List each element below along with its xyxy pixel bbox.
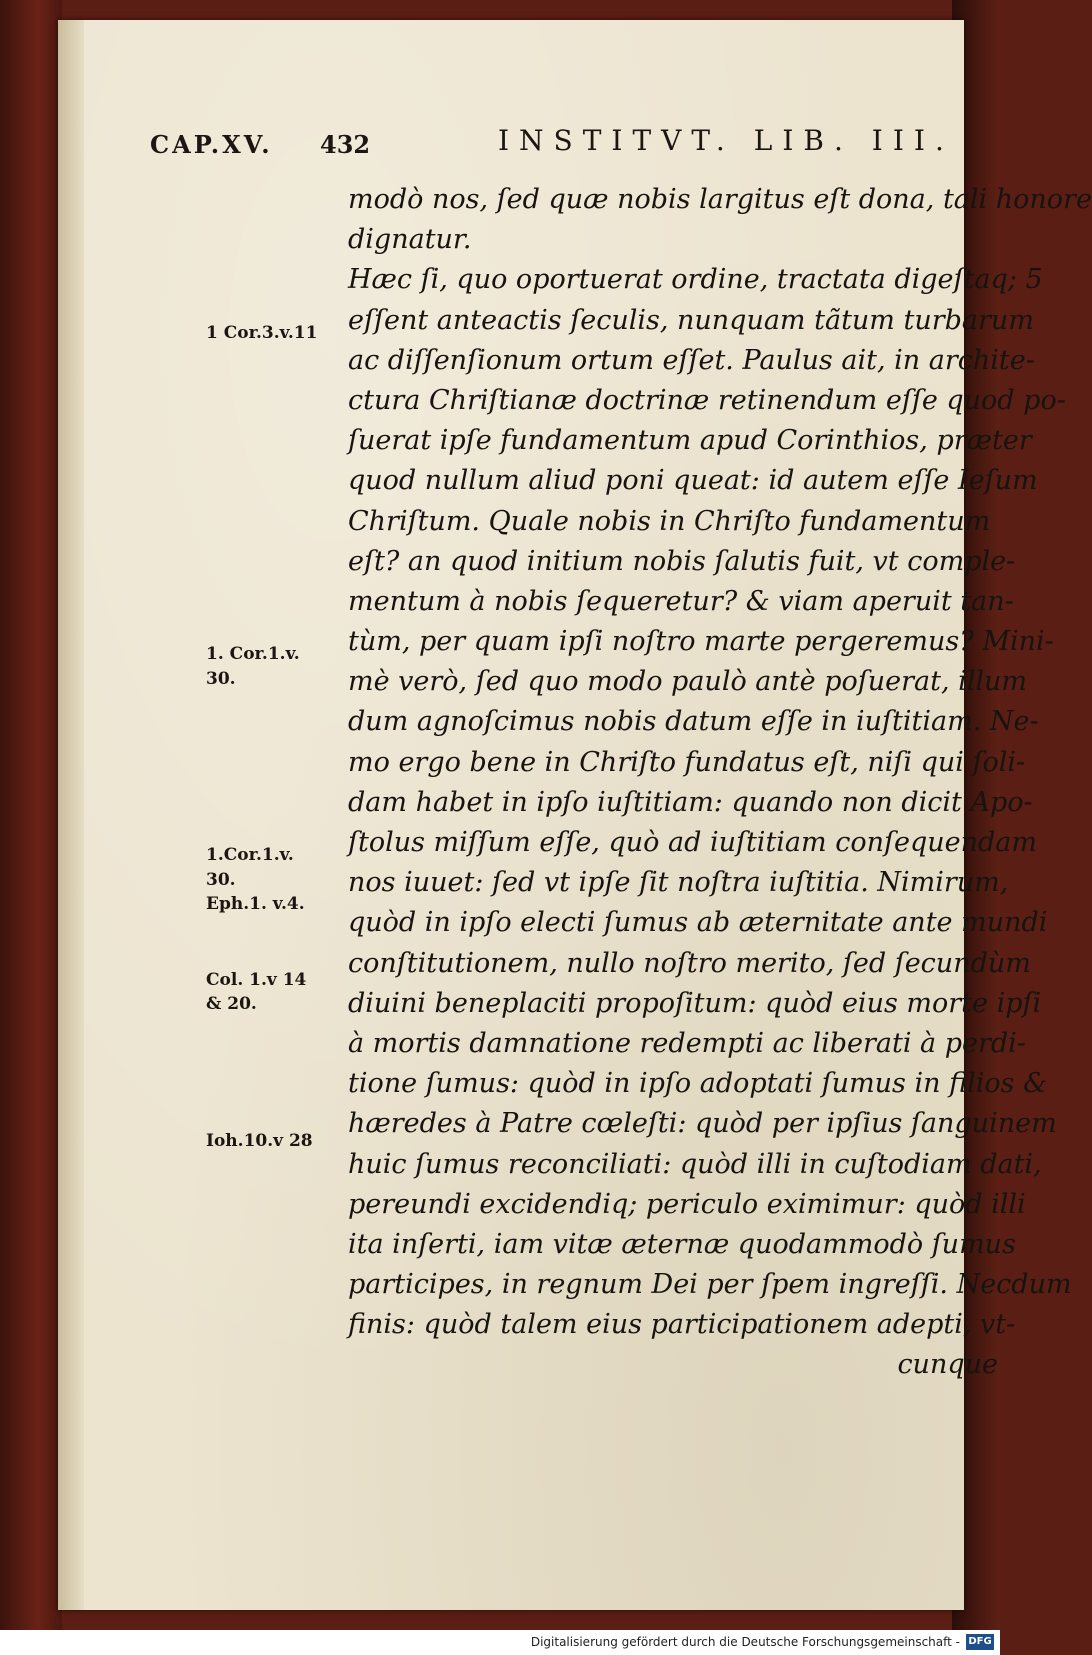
book-binding-left: [0, 0, 62, 1655]
text-line: Hæc ſi, quo oportuerat ordine, tractata digeſtaq; 5: [348, 264, 1043, 296]
text-line: tùm, per quam ipſi noſtro marte pergeremus? Mini-: [348, 626, 1054, 658]
margin-note: 1.Cor.1.v.: [206, 845, 294, 866]
chapter-label: CAP.XV.: [150, 130, 273, 159]
text-line: huic ſumus reconciliati: quòd illi in cuſtodiam dati,: [348, 1148, 1042, 1180]
text-line: dum agnoſcimus nobis datum eſſe in iuſtitiam. Ne-: [348, 706, 1039, 738]
page-gutter: [58, 20, 84, 1610]
text-line: finis: quòd talem eius participationem adepti, vt-: [348, 1309, 1016, 1341]
text-line: ſuerat ipſe fundamentum apud Corinthios, præter: [348, 425, 1032, 457]
book-page: [58, 20, 1092, 1610]
text-line: nos iuuet: ſed vt ipſe ſit noſtra iuſtitia. Nimirum,: [348, 867, 1009, 899]
text-line: dam habet in ipſo iuſtitiam: quando non dicit Apo-: [348, 786, 1033, 818]
text-line: ſtolus miſſum eſſe, quò ad iuſtitiam conſequendam: [348, 827, 1037, 858]
text-line: Chriſtum. Quale nobis in Chriſto fundamentum: [348, 505, 991, 537]
main-text: [348, 180, 1092, 1386]
dfg-logo: DFG: [966, 1634, 994, 1650]
text-line: modò nos, ſed quæ nobis largitus eſt dona, tali honore: [348, 184, 1092, 215]
catchword: cunque: [897, 1349, 998, 1381]
text-line: quod nullum aliud poni queat: id autem eſſe Ieſum: [348, 465, 1038, 497]
text-line: pereundi excidendiq; periculo eximimur: quòd illi: [348, 1188, 1026, 1220]
text-line: à mortis damnatione redempti ac liberati à perdi-: [348, 1027, 1026, 1059]
text-line: ita inſerti, iam vitæ æternæ quodammodò ſumus: [348, 1228, 1016, 1260]
text-line: mentum à nobis ſequeretur? & viam aperuit tan-: [348, 585, 1014, 617]
margin-note: 30.: [206, 869, 236, 890]
text-line: hæredes à Patre cœleſti: quòd per ipſius ſanguinem: [348, 1108, 1057, 1140]
running-title: INSTITVT. LIB. III.: [498, 124, 954, 157]
text-line: mo ergo bene in Chriſto fundatus eſt, niſi qui ſoli-: [348, 746, 1026, 778]
text-line: mè verò, ſed quo modo paulò antè poſuerat, illum: [348, 666, 1028, 698]
text-line: participes, in regnum Dei per ſpem ingreſſi. Necdum: [348, 1269, 1072, 1301]
text-line: quòd in ipſo electi ſumus ab æternitate ante mundi: [348, 907, 1048, 939]
text-line: diuini beneplaciti propoſitum: quòd eius morte ipſi: [348, 987, 1042, 1019]
margin-note: 30.: [206, 668, 236, 689]
margin-note: Col. 1.v 14: [206, 970, 307, 991]
text-line: tione ſumus: quòd in ipſo adoptati ſumus in filios &: [348, 1068, 1048, 1100]
footer-credit: Digitalisierung gefördert durch die Deutsche Forschungsgemeinschaft -: [530, 1635, 960, 1649]
text-line: ctura Chriſtianæ doctrinæ retinendum eſſe quod po-: [348, 384, 1066, 416]
text-line: ac diſſenſionum ortum eſſet. Paulus ait, in archite-: [348, 344, 1035, 376]
margin-note: Ioh.10.v 28: [206, 1130, 313, 1151]
page-number: 432: [320, 130, 371, 159]
text-line: conſtitutionem, nullo noſtro merito, ſed ſecundùm: [348, 947, 1031, 979]
text-line: dignatur.: [348, 224, 472, 256]
digitization-footer: [0, 1630, 1000, 1655]
text-line: eſſent anteactis ſeculis, nunquam tãtum turbarum: [348, 304, 1034, 336]
margin-note: Eph.1. v.4.: [206, 893, 305, 914]
running-header: [58, 118, 964, 168]
margin-note: 1. Cor.1.v.: [206, 644, 300, 665]
text-line: eſt? an quod initium nobis ſalutis fuit, vt comple-: [348, 545, 1016, 577]
margin-note: & 20.: [206, 994, 257, 1015]
margin-note: 1 Cor.3.v.11: [206, 322, 318, 343]
